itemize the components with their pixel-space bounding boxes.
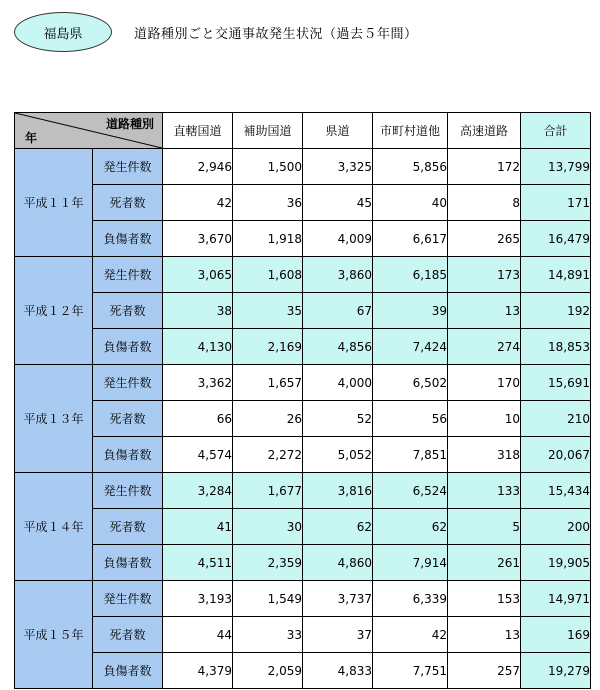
corner-label-year: 年 (25, 131, 38, 145)
value-cell-auxiliary-national-road: 1,657 (233, 365, 303, 401)
value-cell-total: 19,905 (521, 545, 591, 581)
value-cell-municipal-road: 42 (373, 617, 448, 653)
value-cell-prefectural-road: 4,833 (303, 653, 373, 689)
metric-label: 死者数 (93, 509, 163, 545)
value-cell-municipal-road: 7,751 (373, 653, 448, 689)
value-cell-municipal-road: 39 (373, 293, 448, 329)
value-cell-direct-national-road: 42 (163, 185, 233, 221)
value-cell-expressway: 153 (448, 581, 521, 617)
table-row (15, 509, 591, 545)
value-cell-prefectural-road: 45 (303, 185, 373, 221)
value-cell-municipal-road: 7,914 (373, 545, 448, 581)
col-header-total: 合計 (521, 113, 591, 149)
value-cell-total: 14,971 (521, 581, 591, 617)
table-row (15, 329, 591, 365)
value-cell-total: 169 (521, 617, 591, 653)
metric-label: 負傷者数 (93, 653, 163, 689)
table-row (15, 257, 591, 293)
value-cell-expressway: 8 (448, 185, 521, 221)
value-cell-prefectural-road: 3,860 (303, 257, 373, 293)
table-row (15, 581, 591, 617)
value-cell-expressway: 265 (448, 221, 521, 257)
value-cell-direct-national-road: 3,065 (163, 257, 233, 293)
value-cell-auxiliary-national-road: 26 (233, 401, 303, 437)
value-cell-prefectural-road: 3,325 (303, 149, 373, 185)
value-cell-auxiliary-national-road: 2,059 (233, 653, 303, 689)
value-cell-auxiliary-national-road: 1,918 (233, 221, 303, 257)
value-cell-expressway: 13 (448, 293, 521, 329)
value-cell-expressway: 261 (448, 545, 521, 581)
value-cell-total: 16,479 (521, 221, 591, 257)
value-cell-auxiliary-national-road: 1,608 (233, 257, 303, 293)
corner-label-road-type: 道路種別 (105, 117, 154, 131)
table-row (15, 617, 591, 653)
value-cell-municipal-road: 5,856 (373, 149, 448, 185)
metric-label: 死者数 (93, 617, 163, 653)
table-row (15, 401, 591, 437)
value-cell-auxiliary-national-road: 36 (233, 185, 303, 221)
value-cell-municipal-road: 7,851 (373, 437, 448, 473)
metric-label: 発生件数 (93, 581, 163, 617)
value-cell-municipal-road: 6,339 (373, 581, 448, 617)
value-cell-prefectural-road: 3,737 (303, 581, 373, 617)
value-cell-direct-national-road: 41 (163, 509, 233, 545)
value-cell-direct-national-road: 44 (163, 617, 233, 653)
value-cell-municipal-road: 7,424 (373, 329, 448, 365)
table-row (15, 293, 591, 329)
value-cell-municipal-road: 6,524 (373, 473, 448, 509)
metric-label: 発生件数 (93, 473, 163, 509)
value-cell-municipal-road: 6,185 (373, 257, 448, 293)
value-cell-expressway: 5 (448, 509, 521, 545)
prefecture-badge (14, 12, 112, 52)
value-cell-expressway: 10 (448, 401, 521, 437)
table-row (15, 473, 591, 509)
value-cell-prefectural-road: 37 (303, 617, 373, 653)
value-cell-expressway: 274 (448, 329, 521, 365)
value-cell-total: 15,691 (521, 365, 591, 401)
metric-label: 死者数 (93, 185, 163, 221)
value-cell-total: 13,799 (521, 149, 591, 185)
value-cell-municipal-road: 40 (373, 185, 448, 221)
metric-label: 発生件数 (93, 365, 163, 401)
metric-label: 死者数 (93, 401, 163, 437)
metric-label: 発生件数 (93, 257, 163, 293)
value-cell-expressway: 133 (448, 473, 521, 509)
col-header-municipal-road: 市町村道他 (373, 113, 448, 149)
col-header-prefectural-road: 県道 (303, 113, 373, 149)
value-cell-municipal-road: 6,617 (373, 221, 448, 257)
value-cell-total: 171 (521, 185, 591, 221)
value-cell-prefectural-road: 62 (303, 509, 373, 545)
value-cell-prefectural-road: 3,816 (303, 473, 373, 509)
col-header-auxiliary-national-road: 補助国道 (233, 113, 303, 149)
value-cell-municipal-road: 6,502 (373, 365, 448, 401)
metric-label: 負傷者数 (93, 329, 163, 365)
value-cell-prefectural-road: 4,000 (303, 365, 373, 401)
value-cell-municipal-road: 56 (373, 401, 448, 437)
value-cell-prefectural-road: 4,856 (303, 329, 373, 365)
value-cell-auxiliary-national-road: 1,549 (233, 581, 303, 617)
table-row (15, 545, 591, 581)
value-cell-expressway: 173 (448, 257, 521, 293)
col-header-expressway: 高速道路 (448, 113, 521, 149)
value-cell-direct-national-road: 4,574 (163, 437, 233, 473)
year-label: 平成１２年 (15, 257, 93, 365)
value-cell-direct-national-road: 3,193 (163, 581, 233, 617)
value-cell-direct-national-road: 3,362 (163, 365, 233, 401)
table-row (15, 653, 591, 689)
year-label: 平成１５年 (15, 581, 93, 689)
header-row (15, 113, 591, 149)
metric-label: 発生件数 (93, 149, 163, 185)
value-cell-total: 192 (521, 293, 591, 329)
value-cell-total: 210 (521, 401, 591, 437)
value-cell-expressway: 170 (448, 365, 521, 401)
year-label: 平成１４年 (15, 473, 93, 581)
value-cell-direct-national-road: 66 (163, 401, 233, 437)
value-cell-expressway: 318 (448, 437, 521, 473)
table-row (15, 149, 591, 185)
value-cell-auxiliary-national-road: 2,169 (233, 329, 303, 365)
value-cell-prefectural-road: 52 (303, 401, 373, 437)
value-cell-direct-national-road: 4,130 (163, 329, 233, 365)
value-cell-expressway: 257 (448, 653, 521, 689)
value-cell-municipal-road: 62 (373, 509, 448, 545)
value-cell-auxiliary-national-road: 2,359 (233, 545, 303, 581)
table-row (15, 221, 591, 257)
table-row (15, 365, 591, 401)
accident-stats-table (14, 112, 591, 689)
value-cell-prefectural-road: 67 (303, 293, 373, 329)
value-cell-total: 19,279 (521, 653, 591, 689)
year-label: 平成１１年 (15, 149, 93, 257)
value-cell-direct-national-road: 3,284 (163, 473, 233, 509)
value-cell-prefectural-road: 5,052 (303, 437, 373, 473)
value-cell-auxiliary-national-road: 1,677 (233, 473, 303, 509)
table-row (15, 437, 591, 473)
value-cell-auxiliary-national-road: 2,272 (233, 437, 303, 473)
value-cell-auxiliary-national-road: 1,500 (233, 149, 303, 185)
value-cell-total: 20,067 (521, 437, 591, 473)
metric-label: 死者数 (93, 293, 163, 329)
value-cell-direct-national-road: 4,511 (163, 545, 233, 581)
value-cell-expressway: 172 (448, 149, 521, 185)
col-header-direct-national-road: 直轄国道 (163, 113, 233, 149)
value-cell-direct-national-road: 2,946 (163, 149, 233, 185)
table-row (15, 185, 591, 221)
document-title: 道路種別ごと交通事故発生状況（過去５年間） (134, 27, 418, 42)
value-cell-prefectural-road: 4,009 (303, 221, 373, 257)
value-cell-direct-national-road: 3,670 (163, 221, 233, 257)
value-cell-auxiliary-national-road: 30 (233, 509, 303, 545)
value-cell-total: 14,891 (521, 257, 591, 293)
value-cell-auxiliary-national-road: 35 (233, 293, 303, 329)
metric-label: 負傷者数 (93, 437, 163, 473)
value-cell-total: 15,434 (521, 473, 591, 509)
value-cell-direct-national-road: 4,379 (163, 653, 233, 689)
prefecture-name: 福島県 (43, 26, 83, 42)
value-cell-expressway: 13 (448, 617, 521, 653)
value-cell-direct-national-road: 38 (163, 293, 233, 329)
metric-label: 負傷者数 (93, 545, 163, 581)
corner-header-cell (15, 113, 163, 149)
table-body (15, 149, 591, 689)
metric-label: 負傷者数 (93, 221, 163, 257)
value-cell-total: 200 (521, 509, 591, 545)
value-cell-auxiliary-national-road: 33 (233, 617, 303, 653)
year-label: 平成１３年 (15, 365, 93, 473)
value-cell-prefectural-road: 4,860 (303, 545, 373, 581)
value-cell-total: 18,853 (521, 329, 591, 365)
